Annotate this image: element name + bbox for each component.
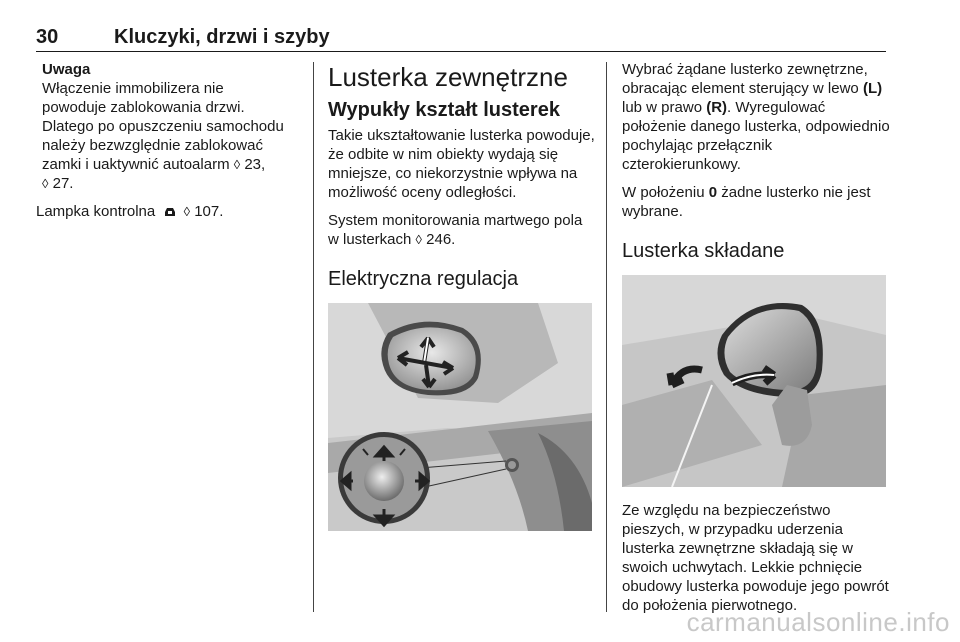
page-link[interactable]: 23, [244,156,266,173]
ref-icon: ◊ [183,204,191,219]
column-2 [328,60,596,531]
note-line [42,174,302,193]
ref-icon: ◊ [415,232,422,247]
subsection-heading: Elektryczna regulacja [328,268,519,290]
page-header [36,26,886,52]
mirror-adjustment-figure [328,303,592,531]
note-line: zamki i uaktywnić autoalarm ◊ 23, [42,156,266,173]
paragraph: System monitorowania martwego pola w lusterkach ◊ 246. [328,212,583,248]
lamp-paragraph: Lampka kontrolna ◊ 107. [36,203,224,220]
ref-icon: ◊ [42,176,49,191]
column-divider [313,62,314,612]
paragraph: Ze względu na bezpieczeństwo pieszych, w przypadku uderzenia lusterka zewnętrzne składają się w swoich uchwytach. Lekkie pchnięcie obudowy lusterka powoduje jego powrót do położenia pierwotnego. [622,502,889,614]
note-line: Dlatego po opuszczeniu samochodu [42,118,284,135]
page-number: 30 [36,26,59,48]
paragraph: Takie ukształtowanie lusterka powoduje, że odbite w nim obiekty wydają się mniejsze, co niekorzystnie wpływa na możliwość oceny odległości. [328,127,595,201]
security-lamp-icon [163,206,177,217]
note-line: powoduje zablokowania drzwi. [42,99,245,116]
note-title: Uwaga [42,61,91,78]
ref-icon: ◊ [233,157,241,172]
page-link[interactable]: 246. [426,231,456,248]
column-divider [606,62,607,612]
page-link[interactable]: 107. [194,203,224,220]
column-3 [622,60,890,624]
label-left: (L) [862,80,883,97]
watermark: carmanualsonline.info [686,607,950,637]
subsection-heading: Lusterka składane [622,240,785,262]
folding-mirror-figure [622,275,886,487]
paragraph: W położeniu 0 żadne lusterko nie jest wybrane. [622,184,871,220]
label-right: (R) [706,99,728,116]
paragraph: Wybrać żądane lusterko zewnętrzne, obracając element sterujący w lewo (L) lub w prawo (R). Wyregulować położenie danego lusterka, odpowiednio pochylając przełącznik czterokierunkowy. [622,61,890,173]
note-body [42,79,302,193]
note-line: należy bezwzględnie zablokować [42,137,263,154]
note-line: Włączenie immobilizera nie [42,80,224,97]
label-zero: 0 [708,184,718,201]
header-divider [36,51,886,52]
chapter-title: Kluczyki, drzwi i szyby [114,26,330,48]
page-link[interactable]: 27. [52,175,74,192]
column-1 [36,60,302,230]
subsection-heading: Wypukły kształt lusterek [328,99,560,121]
section-heading: Lusterka zewnętrzne [328,62,568,92]
